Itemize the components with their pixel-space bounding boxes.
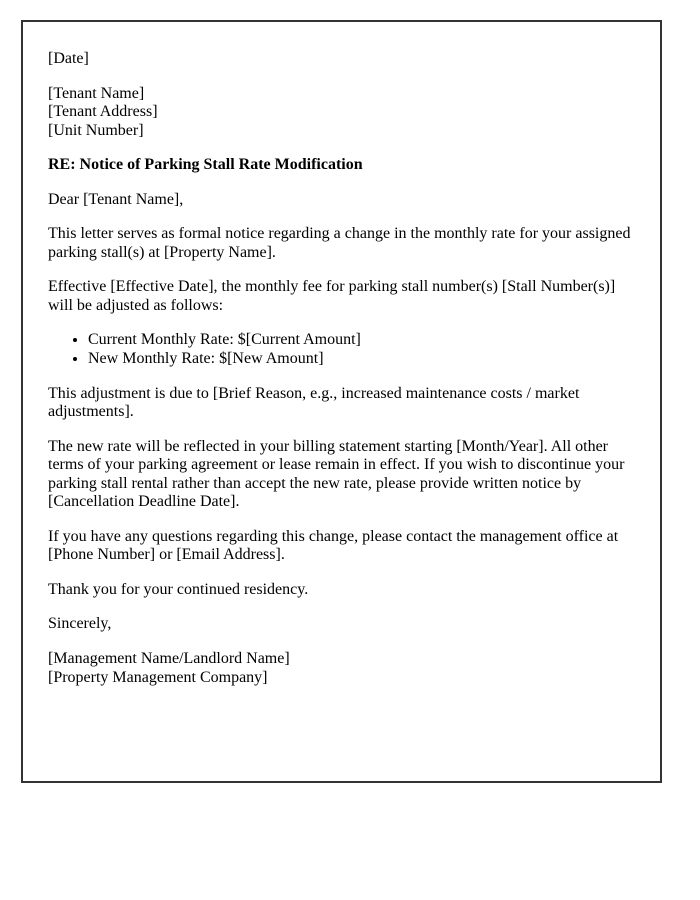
paragraph-terms: The new rate will be reflected in your billing statement starting [Month/Year]. All other terms of your parking agreement or lease remain in effect. If you wish to discontinue your parking stall rental rather than accept the new rate, please provide written notice by [Cancellation Deadline Date]. [48,437,625,511]
recipient-block [48,85,635,141]
tenant-name-line: [Tenant Name] [48,84,145,102]
paragraph-contact: If you have any questions regarding this change, please contact the management office at [Phone Number] or [Email Address]. [48,527,619,564]
paragraph-thanks: Thank you for your continued residency. [48,580,309,598]
signature-company-line: [Property Management Company] [48,668,268,686]
paragraph-reason: This adjustment is due to [Brief Reason, e.g., increased maintenance costs / market adjustments]. [48,384,580,421]
letter-page [21,20,662,783]
signature-block [48,650,635,687]
unit-number-line: [Unit Number] [48,121,144,139]
rate-list-item-current: • Current Monthly Rate: $[Current Amount] [88,331,635,350]
tenant-address-line: [Tenant Address] [48,103,158,121]
paragraph-intro: This letter serves as formal notice regarding a change in the monthly rate for your assigned parking stall(s) at [Property Name]. [48,225,631,261]
salutation: Dear [Tenant Name], [48,190,184,208]
signature-name-line: [Management Name/Landlord Name] [48,650,290,668]
subject-line: RE: Notice of Parking Stall Rate Modification [48,156,363,174]
date-line: [Date] [48,50,89,67]
closing-line: Sincerely, [48,615,112,633]
rate-list [48,331,635,368]
rate-list-item-new: • New Monthly Rate: $[New Amount] [88,350,635,369]
paragraph-effective: Effective [Effective Date], the monthly fee for parking stall number(s) [Stall Number(s)] will be adjusted as follows: [48,278,616,314]
